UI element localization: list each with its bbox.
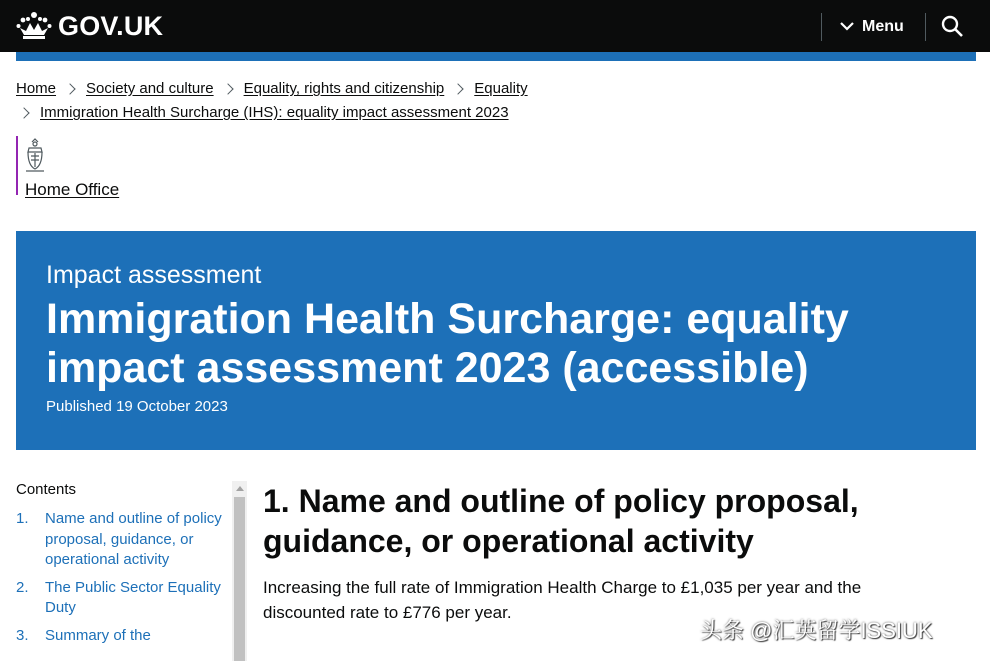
contents-item[interactable] bbox=[16, 578, 226, 619]
govuk-logo-link[interactable] bbox=[16, 10, 163, 42]
contents-scrollbar[interactable] bbox=[232, 481, 247, 661]
published-label: Published bbox=[46, 398, 112, 415]
menu-button[interactable] bbox=[840, 13, 904, 41]
document-type: Impact assessment bbox=[46, 261, 262, 289]
page-title: Immigration Health Surcharge: equality impact assessment 2023 (accessible) bbox=[46, 295, 849, 392]
breadcrumb-society-and-culture[interactable]: Society and culture bbox=[86, 80, 214, 97]
contents-item-number: 1. bbox=[16, 510, 29, 527]
breadcrumb-equality[interactable]: Equality bbox=[474, 80, 528, 97]
contents-item-link[interactable]: Summary of the bbox=[45, 626, 151, 644]
govuk-header bbox=[0, 0, 990, 52]
contents-item-number: 2. bbox=[16, 578, 29, 596]
contents-heading: Contents bbox=[16, 481, 77, 498]
logo-text: GOV.UK bbox=[58, 10, 164, 41]
breadcrumb-home[interactable]: Home bbox=[16, 80, 57, 97]
contents-list bbox=[16, 509, 226, 646]
breadcrumb-current-page[interactable]: Immigration Health Surcharge (IHS): equality impact assessment 2023 bbox=[40, 104, 509, 121]
watermark: 头条 @汇英留学ISSIUK bbox=[700, 618, 933, 643]
organisation-name-link[interactable]: Home Office bbox=[25, 180, 120, 199]
contents-item-link[interactable]: Name and outline of policy proposal, guidance, or operational activity bbox=[45, 510, 222, 568]
header-accent-bar bbox=[16, 52, 976, 61]
breadcrumb bbox=[16, 77, 576, 125]
breadcrumb-equality-rights-citizenship[interactable]: Equality, rights and citizenship bbox=[243, 80, 445, 97]
title-banner bbox=[16, 231, 976, 450]
chevron-right-icon bbox=[18, 107, 29, 118]
scrollbar-thumb[interactable] bbox=[234, 497, 245, 661]
search-divider bbox=[925, 13, 926, 41]
organisation-logo bbox=[16, 136, 120, 199]
chevron-down-icon bbox=[840, 18, 854, 36]
contents-navigation bbox=[16, 481, 226, 653]
scroll-up-arrow-icon[interactable] bbox=[232, 481, 247, 496]
search-button[interactable] bbox=[940, 14, 966, 40]
published-date bbox=[46, 398, 228, 415]
menu-divider bbox=[821, 13, 822, 41]
main-content bbox=[263, 481, 953, 625]
published-value: 19 October 2023 bbox=[116, 398, 228, 415]
contents-item-link[interactable]: The Public Sector Equality Duty bbox=[45, 578, 221, 616]
chevron-right-icon bbox=[64, 83, 75, 94]
contents-item[interactable] bbox=[16, 626, 226, 647]
contents-item-number: 3. bbox=[16, 626, 29, 644]
crown-icon bbox=[16, 11, 52, 41]
section-paragraph: Increasing the full rate of Immigration Health Charge to £1,035 per year and the discounted rate to £776 per year. bbox=[263, 578, 862, 622]
menu-label: Menu bbox=[862, 18, 904, 35]
royal-crest-icon bbox=[25, 138, 119, 177]
contents-item[interactable] bbox=[16, 509, 226, 571]
chevron-right-icon bbox=[222, 83, 233, 94]
search-icon bbox=[940, 25, 964, 42]
chevron-right-icon bbox=[453, 83, 464, 94]
section-heading: 1. Name and outline of policy proposal, guidance, or operational activity bbox=[263, 483, 859, 559]
